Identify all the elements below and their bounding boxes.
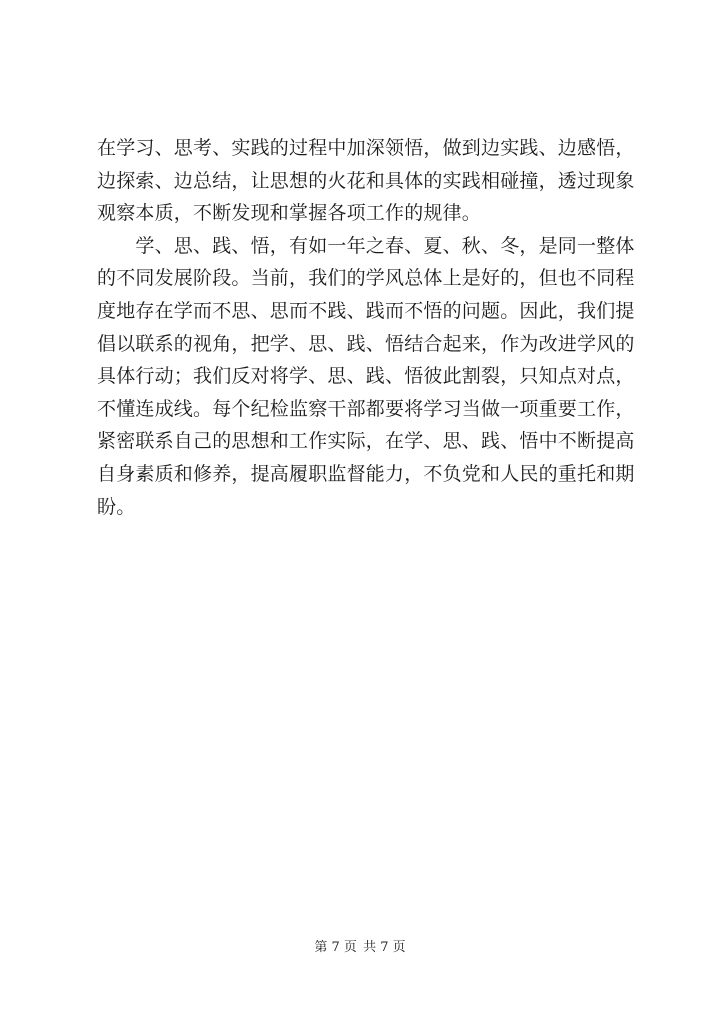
text-line: 学、思、践、悟，有如一年之春、夏、秋、冬，是同一整体 <box>97 234 635 257</box>
text-line: 紧密联系自己的思想和工作实际，在学、思、践、悟中不断提高 <box>97 430 635 453</box>
text-line: 在学习、思考、实践的过程中加深领悟，做到边实践、边感悟， <box>97 137 635 159</box>
text-line: 自身素质和修养，提高履职监督能力，不负党和人民的重托和期 <box>97 462 635 485</box>
text-line: 度地存在学而不思、思而不践、践而不悟的问题。因此，我们提 <box>97 299 635 322</box>
page-footer <box>0 938 720 958</box>
text-line: 具体行动；我们反对将学、思、践、悟彼此割裂，只知点对点， <box>97 365 635 388</box>
text-line: 盼。 <box>97 495 136 518</box>
page-number: 第 7 页 <box>314 940 357 955</box>
text-line: 边探索、边总结，让思想的火花和具体的实践相碰撞，透过现象 <box>97 169 635 192</box>
text-line: 的不同发展阶段。当前，我们的学风总体上是好的，但也不同程 <box>97 267 635 290</box>
body-text <box>97 132 637 523</box>
page-total: 共 7 页 <box>363 940 406 955</box>
text-line: 不懂连成线。每个纪检监察干部都要将学习当做一项重要工作， <box>97 397 635 420</box>
text-line: 观察本质，不断发现和掌握各项工作的规律。 <box>97 202 482 225</box>
text-line: 倡以联系的视角，把学、思、践、悟结合起来，作为改进学风的 <box>97 332 635 355</box>
